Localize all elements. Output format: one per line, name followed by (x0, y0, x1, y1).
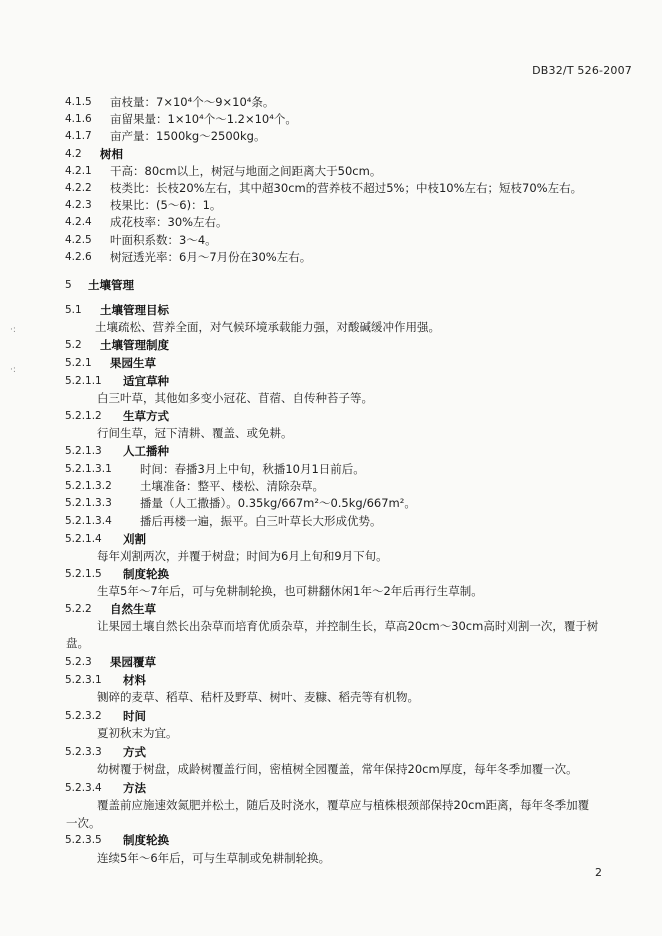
clause-content: 土壤疏松、营养全面，对气候环境承载能力强，对酸碱缓冲作用强。 (95, 320, 440, 334)
clause-heading: 自然生草 (110, 602, 156, 616)
clause-heading: 适宜草种 (123, 374, 169, 388)
page-number: 2 (595, 866, 602, 879)
clause-content: 铡碎的麦草、稻草、秸杆及野草、树叶、麦糠、稻壳等有机物。 (97, 690, 419, 704)
clause-number: 5 (65, 279, 72, 291)
clause-heading: 刈割 (123, 532, 146, 546)
clause-number: 4.1.7 (65, 130, 92, 142)
clause-number: 5.2.1.4 (65, 533, 102, 545)
clause-content: 行间生草，冠下清耕、覆盖、或免耕。 (97, 426, 293, 440)
clause-number: 5.2.1.3.3 (65, 497, 112, 509)
clause-number: 4.2.1 (65, 165, 92, 177)
clause-content: 白三叶草，其他如多变小冠花、苜蓿、自传种苔子等。 (97, 391, 373, 405)
clause-content: 亩枝量：7×10⁴个～9×10⁴条。 (110, 95, 275, 109)
clause-number: 4.2.5 (65, 234, 92, 246)
clause-content: 盘。 (66, 636, 89, 650)
clause-heading: 生草方式 (123, 409, 169, 423)
clause-number: 4.1.6 (65, 113, 92, 125)
clause-number: 4.2 (65, 148, 82, 160)
clause-content: 播量（人工撒播）。0.35kg/667m²～0.5kg/667m²。 (140, 496, 416, 510)
clause-number: 5.2 (65, 339, 82, 351)
clause-content: 覆盖前应施速效氮肥并松土，随后及时浇水，覆草应与植株根颈部保持20cm距离，每年冬季加覆 (97, 798, 590, 812)
clause-heading: 土壤管理 (88, 278, 134, 292)
clause-content: 叶面积系数：3～4。 (110, 233, 217, 247)
clause-content: 让果园土壤自然长出杂草而培育优质杂草，并控制生长，草高20cm～30cm高时刈割一次，覆于树 (97, 619, 599, 633)
clause-heading: 树相 (100, 147, 123, 161)
clause-number: 5.2.1.3.1 (65, 463, 112, 475)
clause-content: 播后再楼一遍，振平。白三叶草长大形成优势。 (140, 514, 382, 528)
clause-content: 枝类比：长枝20%左右，其中超30cm的营养枝不超过5%；中枝10%左右；短枝70%左右。 (110, 181, 583, 195)
clause-number: 5.2.1.5 (65, 568, 102, 580)
clause-number: 5.2.3.5 (65, 834, 102, 846)
clause-number: 5.2.1 (65, 357, 92, 369)
clause-content: 一次。 (66, 816, 101, 830)
clause-content: 成花枝率：30%左右。 (110, 215, 228, 229)
clause-number: 4.2.2 (65, 182, 92, 194)
clause-content: 树冠透光率：6月～7月份在30%左右。 (110, 250, 312, 264)
clause-number: 5.2.2 (65, 603, 92, 615)
clause-number: 5.2.3.1 (65, 674, 102, 686)
clause-number: 4.2.4 (65, 216, 92, 228)
clause-number: 5.2.1.3.4 (65, 515, 112, 527)
clause-heading: 土壤管理制度 (100, 338, 169, 352)
document-code: DB32/T 526-2007 (532, 64, 632, 77)
clause-heading: 方式 (123, 745, 146, 759)
clause-content: 幼树覆于树盘，成龄树覆盖行间，密植树全园覆盖，常年保持20cm厚度，每年冬季加覆一次。 (97, 762, 578, 776)
clause-heading: 制度轮换 (123, 567, 169, 581)
clause-content: 时间：春播3月上中旬，秋播10月1日前后。 (140, 462, 365, 476)
clause-heading: 人工播种 (123, 444, 169, 458)
clause-content: 每年刈割两次，并覆于树盘；时间为6月上旬和9月下旬。 (97, 549, 388, 563)
clause-content: 夏初秋末为宜。 (97, 726, 178, 740)
clause-number: 4.1.5 (65, 96, 92, 108)
clause-number: 5.2.3 (65, 656, 92, 668)
clause-number: 4.2.6 (65, 251, 92, 263)
clause-number: 5.2.3.2 (65, 710, 102, 722)
clause-content: 连续5年～6年后，可与生草制或免耕制轮换。 (97, 851, 331, 865)
clause-number: 4.2.3 (65, 199, 92, 211)
clause-number: 5.2.3.4 (65, 782, 102, 794)
clause-number: 5.2.1.3.2 (65, 480, 112, 492)
scan-mark: ·: (10, 325, 16, 335)
scan-mark: ·: (10, 365, 16, 375)
clause-number: 5.1 (65, 304, 82, 316)
clause-content: 亩产量：1500kg～2500kg。 (110, 129, 266, 143)
clause-number: 5.2.1.3 (65, 445, 102, 457)
clause-number: 5.2.1.2 (65, 410, 102, 422)
clause-heading: 制度轮换 (123, 833, 169, 847)
clause-heading: 土壤管理目标 (100, 303, 169, 317)
clause-content: 生草5年～7年后，可与免耕制轮换，也可耕翻休闲1年～2年后再行生草制。 (97, 584, 483, 598)
clause-heading: 果园生草 (110, 356, 156, 370)
clause-heading: 材料 (123, 673, 146, 687)
clause-content: 枝果比：(5～6)：1。 (110, 198, 222, 212)
clause-content: 干高：80cm以上，树冠与地面之间距离大于50cm。 (110, 164, 382, 178)
clause-content: 土壤准备：整平、楼松、清除杂草。 (140, 479, 324, 493)
clause-content: 亩留果量：1×10⁴个～1.2×10⁴个。 (110, 112, 297, 126)
clause-heading: 方法 (123, 781, 146, 795)
clause-number: 5.2.3.3 (65, 746, 102, 758)
clause-number: 5.2.1.1 (65, 375, 102, 387)
clause-heading: 时间 (123, 709, 146, 723)
clause-heading: 果园覆草 (110, 655, 156, 669)
